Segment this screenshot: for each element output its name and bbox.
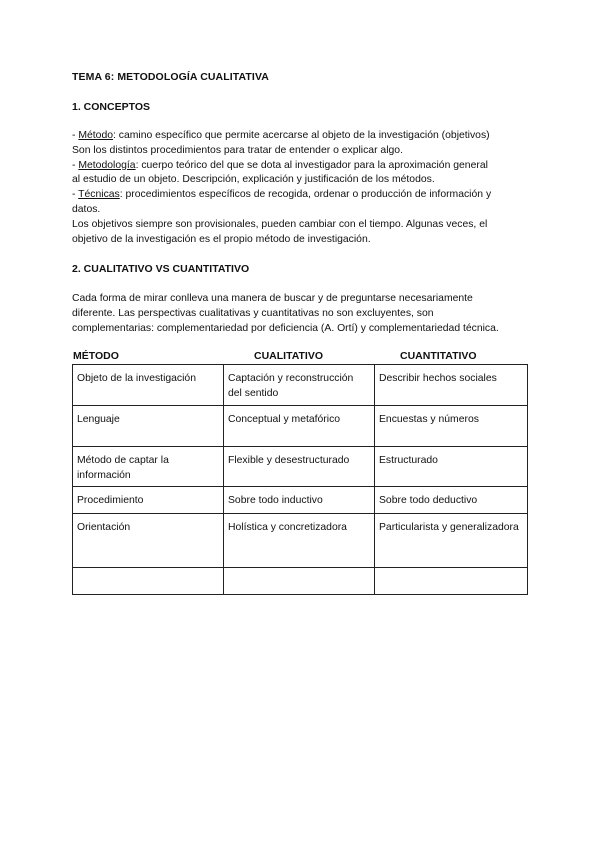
term-metodologia: Metodología — [78, 159, 136, 171]
paragraph-line3: complementarias: complementariedad por deficiencia (A. Ortí) y complementariedad técnica. — [72, 322, 499, 334]
closing-line1: Los objetivos siempre son provisionales, pueden cambiar con el tiempo. Algunas veces, el — [72, 218, 488, 230]
paragraph-line1: Cada forma de mirar conlleva una manera de buscar y de preguntarse necesariamente — [72, 293, 473, 304]
term-tecnicas: Técnicas — [78, 189, 120, 201]
table-cell: Método de captar la información — [73, 447, 224, 487]
concept-metodo-line1: - Método: camino específico que permite acercarse al objeto de la investigación (objetivos) — [72, 130, 490, 141]
table-cell: Estructurado — [375, 447, 528, 487]
table-cell: Describir hechos sociales — [375, 365, 528, 406]
comparison-paragraph — [72, 292, 532, 336]
closing-line2: objetivo de la investigación es el propio método de investigación. — [72, 233, 371, 245]
header-cuantitativo: CUANTITATIVO — [400, 350, 477, 362]
term-metodo: Método — [78, 130, 114, 141]
table-row — [73, 365, 528, 406]
document-title: TEMA 6: METODOLOGÍA CUALITATIVA — [72, 71, 269, 83]
table-cell: Captación y reconstrucción del sentido — [224, 365, 375, 406]
comparison-table — [72, 364, 528, 595]
table-cell: Encuestas y números — [375, 406, 528, 447]
table-row — [73, 447, 528, 487]
table-cell: Sobre todo inductivo — [224, 487, 375, 514]
table-cell — [224, 568, 375, 595]
table-cell: Lenguaje — [73, 406, 224, 447]
table-cell: Holística y concretizadora — [224, 514, 375, 568]
section-heading-cualitativo-vs-cuantitativo: 2. CUALITATIVO VS CUANTITATIVO — [72, 263, 250, 275]
concept-metodologia-line2: al estudio de un objeto. Descripción, explicación y justificación de los métodos. — [72, 174, 435, 186]
conceptos-body — [72, 129, 532, 247]
table-cell: Flexible y desestructurado — [224, 447, 375, 487]
header-metodo: MÉTODO — [73, 350, 119, 362]
table-cell — [375, 568, 528, 595]
paragraph-line2: diferente. Las perspectivas cualitativas y cuantitativas no son excluyentes, son — [72, 307, 434, 319]
table-header — [73, 350, 528, 364]
table-cell — [73, 568, 224, 595]
table-row — [73, 514, 528, 568]
concept-metodo-line2: Son los distintos procedimientos para tratar de entender o explicar algo. — [72, 144, 403, 156]
concept-tecnicas-line1: - Técnicas: procedimientos específicos de recogida, ordenar o producción de información y — [72, 189, 492, 201]
header-cualitativo: CUALITATIVO — [254, 350, 324, 362]
concept-metodologia-line1: - Metodología: cuerpo teórico del que se dota al investigador para la aproximación general — [72, 159, 488, 171]
table-cell: Procedimiento — [73, 487, 224, 514]
table-cell: Objeto de la investigación — [73, 365, 224, 406]
table-row — [73, 487, 528, 514]
table-row — [73, 406, 528, 447]
table-cell: Sobre todo deductivo — [375, 487, 528, 514]
table-cell: Particularista y generalizadora — [375, 514, 528, 568]
table-row — [73, 568, 528, 595]
section-heading-conceptos: 1. CONCEPTOS — [72, 101, 150, 113]
concept-tecnicas-line2: datos. — [72, 203, 101, 215]
table-cell: Conceptual y metafórico — [224, 406, 375, 447]
table-cell: Orientación — [73, 514, 224, 568]
